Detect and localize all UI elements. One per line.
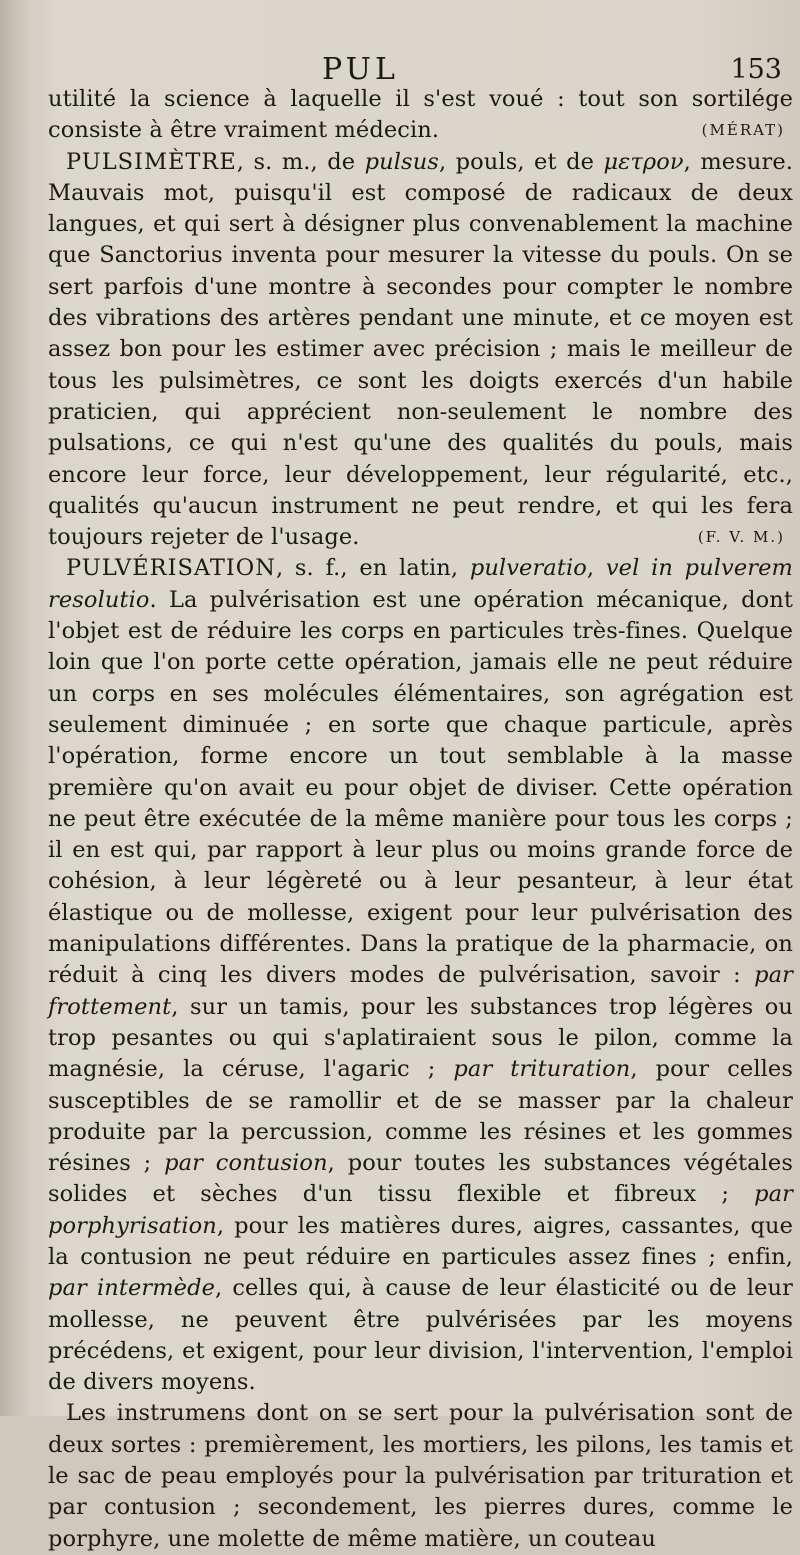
text-run: , pouls, et de bbox=[438, 148, 604, 175]
italic-term: vel in pulverem resolutio bbox=[48, 555, 793, 613]
italic-term: par intermède bbox=[48, 1275, 216, 1302]
body-text bbox=[48, 84, 793, 1555]
italic-term: pulveratio bbox=[469, 555, 587, 582]
italic-term: par frottement bbox=[48, 962, 793, 1020]
italic-term: pulsus bbox=[364, 148, 439, 175]
text-run: , celles qui, à cause de leur élasticité ou de leur mollesse, ne peuvent être pulvérisées par les moyens précédens, et exigent, pour leur division, l'intervention, l'emploi de divers moyens. bbox=[48, 1275, 793, 1396]
author-signature: (MÉRAT) bbox=[701, 121, 785, 140]
running-head: PUL bbox=[322, 52, 399, 87]
text-run: , mesure. Mauvais mot, puisqu'il est composé de radicaux de deux langues, et qui sert à désigner plus convenablement la machine que Sanctorius inventa pour mesurer la vitesse du pouls. On se sert parfois d'une montre à secondes pour compter le nombre des vibrations des artères pendant une minute, et ce moyen est assez bon pour les estimer avec précision ; mais le meilleur de tous les pulsimètres, ce sont les doigts exercés d'un habile praticien, qui apprécient non-seulement le nombre des pulsations, ce qui n'est qu'une des qualités du pouls, mais encore leur force, leur développement, leur régularité, etc., qualités qu'aucun instrument ne peut rendre, et qui les fera toujours rejeter de l'usage. bbox=[48, 148, 793, 551]
paragraph bbox=[48, 553, 793, 1398]
italic-term: par trituration bbox=[453, 1056, 631, 1083]
page-number: 153 bbox=[730, 54, 782, 85]
text-run: . La pulvérisation est une opération mécanique, dont l'objet est de réduire les corps en particules très-fines. Quelque loin que l'on porte cette opération, jamais elle ne peut réduire un corps en ses molécules élémentaires, son agrégation est seulement diminuée ; en sorte que chaque particule, après l'opération, forme encore un tout semblable à la masse première qu'on avait eu pour objet de diviser. Cette opération ne peut être exécutée de la même manière pour tous les corps ; il en est qui, par rapport à leur plus ou moins grande force de cohésion, à leur légèreté ou à leur pesanteur, à leur état élastique ou de mollesse, exigent pour leur pulvérisation des manipulations différentes. Dans la pratique de la pharmacie, on réduit à cinq les divers modes de pulvérisation, savoir : bbox=[48, 586, 793, 989]
author-signature: (F. V. M.) bbox=[697, 528, 785, 547]
text-run: , s. f., en latin, bbox=[275, 555, 470, 582]
text-run: Les instrumens dont on se sert pour la pulvérisation sont de deux sortes : premièrement, les mortiers, les pilons, les tamis et le sac de peau employés pour la pulvérisation par trituration et par contusion ; secondement, les pierres dures, comme le porphyre, une molette de même matière, un couteau bbox=[48, 1400, 793, 1552]
text-run: , pour les matières dures, aigres, cassantes, que la contusion ne peut réduire en particules assez fines ; enfin, bbox=[48, 1212, 793, 1270]
paragraph bbox=[48, 84, 793, 147]
italic-term: par porphyrisation bbox=[48, 1181, 793, 1239]
paragraph bbox=[48, 147, 793, 554]
text-run: , pour celles susceptibles de se ramollir et de se masser par la chaleur produite par la percussion, comme les résines et les gommes résines ; bbox=[48, 1056, 793, 1177]
text-run: , sur un tamis, pour les substances trop légères ou trop pesantes ou qui s'aplatiraient sous le pilon, comme la magnésie, la céruse, l'agaric ; bbox=[48, 993, 793, 1083]
text-run: , s. m., de bbox=[236, 148, 365, 175]
italic-term: μετρον bbox=[603, 148, 684, 175]
text-run: utilité la science à laquelle il s'est voué : tout son sortilége consiste à être vraiment médecin. bbox=[48, 86, 793, 144]
paragraph bbox=[48, 1398, 793, 1554]
entry-headword: PULSIMÈTRE bbox=[66, 148, 237, 175]
entry-headword: PULVÉRISATION bbox=[66, 555, 276, 582]
text-run: , pour toutes les substances végétales solides et sèches d'un tissu flexible et fibreux ; bbox=[48, 1150, 793, 1208]
italic-term: par contusion bbox=[164, 1150, 328, 1177]
text-run: , bbox=[586, 555, 606, 582]
